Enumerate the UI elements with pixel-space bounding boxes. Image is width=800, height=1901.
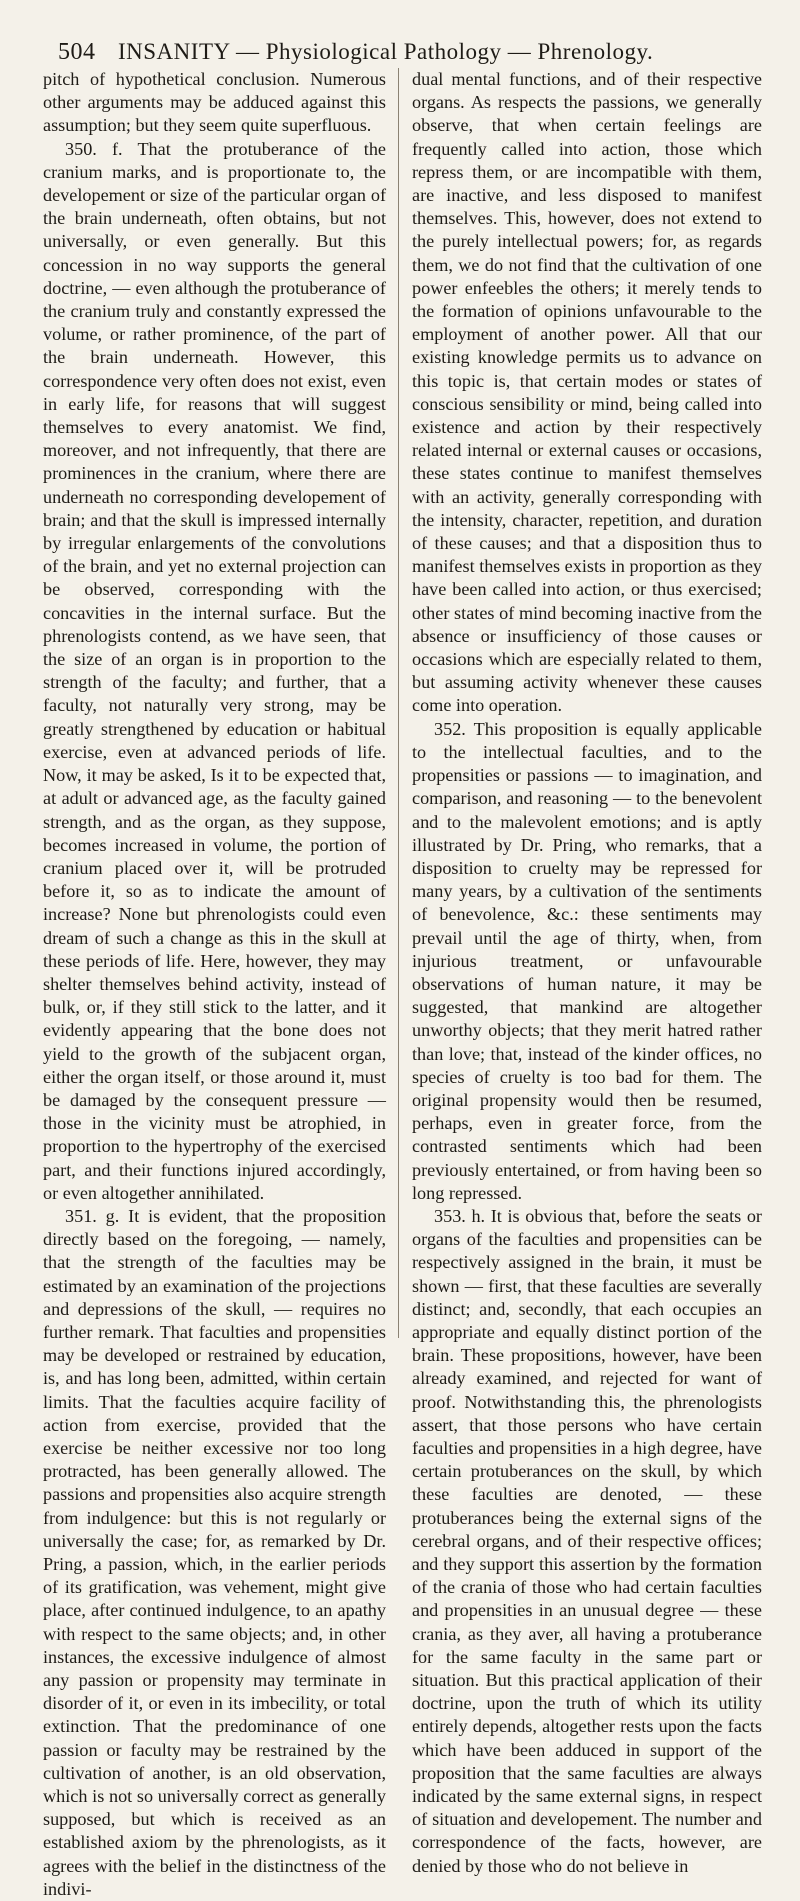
page-number: 504	[58, 39, 96, 65]
paragraph-352: 352. This proposition is equally applicable to the intellectual faculties, and to the propensities or passions — to imagination, and comparison, and reasoning — to the benevolent and to the malevolent emotions; and is aptly illustrated by Dr. Pring, who remarks, that a disposition to cruelty may be repressed for many years, by a cultivation of the sentiments of benevolence, &c.: these sentiments may prevail until the age of thirty, when, from injurious treatment, or unfavourable observations of human nature, it may be suggested, that mankind are altogether unworthy objects; that they merit hatred rather than love; that, instead of the kinder offices, no species of cruelty is too bad for them. The original propensity would then be resumed, perhaps, even in greater force, from the contrasted sentiments which had been previously entertained, or from having been so long repressed.	[412, 718, 762, 1203]
paragraph: dual mental functions, and of their respective organs. As respects the passions, we generally observe, that when certain feelings are frequently called into action, those which repress them, or are incompatible with them, are inactive, and less disposed to manifest themselves. This, however, does not extend to the purely intellectual powers; for, as regards them, we do not find that the cultivation of one power enfeebles the others; it merely tends to the formation of opinions unfavourable to the employment of another power. All that our existing knowledge permits us to advance on this topic is, that certain modes or states of conscious sensibility or mind, being called into existence and action by their respectively related internal or external causes or occasions, these states continue to manifest themselves with an activity, generally corresponding with the intensity, character, repetition, and duration of these causes; and that a disposition thus to manifest themselves exists in proportion as they have been called into action, or thus exercised; other states of mind becoming inactive from the absence or insufficiency of those causes or occasions which are especially related to them, but assuming activity whenever these causes come into operation.	[412, 69, 762, 716]
left-column	[43, 68, 386, 1901]
page-header	[58, 38, 778, 66]
right-column	[412, 68, 762, 1878]
paragraph-350: 350. f. That the protuberance of the cranium marks, and is proportionate to, the developement or size of the particular organ of the brain underneath, often obtains, but not universally, or even generally. But this concession in no way supports the general doctrine, — even although the protuberance of the cranium truly and constantly expressed the volume, or rather prominence, of the part of the brain underneath. However, this correspondence very often does not exist, even in early life, for reasons that will suggest themselves to every anatomist. We find, moreover, and not infrequently, that there are prominences in the cranium, where there are underneath no corresponding developement of brain; and that the skull is impressed internally by irregular enlargements of the convolutions of the brain, and yet no external projection can be observed, corresponding with the concavities in the internal surface. But the phrenologists contend, as we have seen, that the size of an organ is in proportion to the strength of the faculty; and further, that a faculty, not naturally very strong, may be greatly strengthened by education or habitual exercise, even at advanced periods of life. Now, it may be asked, Is it to be expected that, at adult or advanced age, as the faculty gained strength, and as the organ, as they suppose, becomes increased in volume, the portion of cranium placed over it, will be protruded before it, so as to indicate the amount of increase? None but phrenologists could even dream of such a change as this in the skull at these periods of life. Here, however, they may shelter themselves behind activity, instead of bulk, or, if they still stick to the latter, and it evidently appearing that the bone does not yield to the growth of the subjacent organ, either the organ itself, or those around it, must be damaged by the consequent pressure — those in the vicinity must be atrophied, in proportion to the hypertrophy of the exercised part, and their functions injured accordingly, or even altogether annihilated.	[43, 138, 386, 1203]
column-divider	[398, 68, 399, 1338]
paragraph-353: 353. h. It is obvious that, before the seats or organs of the faculties and propensities can be respectively assigned in the brain, it must be shown — first, that these faculties are severally distinct; and, secondly, that each occupies an appropriate and equally distinct portion of the brain. These propositions, however, have been already examined, and rejected for want of proof. Notwithstanding this, the phrenologists assert, that those persons who have certain faculties and propensities in a high degree, have certain protuberances on the skull, by which these faculties are denoted, — these protuberances being the external signs of the cerebral organs, and of their respective offices; and they support this assertion by the formation of the crania of those who had certain faculties and propensities in an unusual degree — these crania, as they aver, all having a protuberance for the same faculty in the same part or situation. But this practical application of their doctrine, upon the truth of which its utility entirely depends, altogether rests upon the facts which have been adduced in support of the proposition that the same faculties are always indicated by the same external signs, in respect of situation and developement. The number and correspondence of the facts, however, are denied by those who do not believe in	[412, 1205, 762, 1876]
paragraph-351: 351. g. It is evident, that the proposition directly based on the foregoing, — namely, that the strength of the faculties may be estimated by an examination of the projections and depressions of the skull, — requires no further remark. That faculties and propensities may be developed or restrained by education, is, and has long been, admitted, within certain limits. That the faculties acquire facility of action from exercise, provided that the exercise be neither excessive nor too long protracted, has been generally allowed. The passions and propensities also acquire strength from indulgence: but this is not regularly or universally the case; for, as remarked by Dr. Pring, a passion, which, in the earlier periods of its gratification, was vehement, might give place, after continued indulgence, to an apathy with respect to the same objects; and, in other instances, the excessive indulgence of almost any passion or propensity may terminate in disorder of it, or even in its imbecility, or total extinction. That the predominance of one passion or faculty may be restrained by the cultivation of another, is an old observation, which is not so universally correct as generally supposed, but which is received as an established axiom by the phrenologists, as it agrees with the belief in the distinctness of the indivi-	[43, 1205, 386, 1899]
running-title: INSANITY — Physiological Pathology — Phrenology.	[118, 39, 654, 64]
paragraph: pitch of hypothetical conclusion. Numerous other arguments may be adduced against this assumption; but they seem quite superfluous.	[43, 69, 386, 136]
